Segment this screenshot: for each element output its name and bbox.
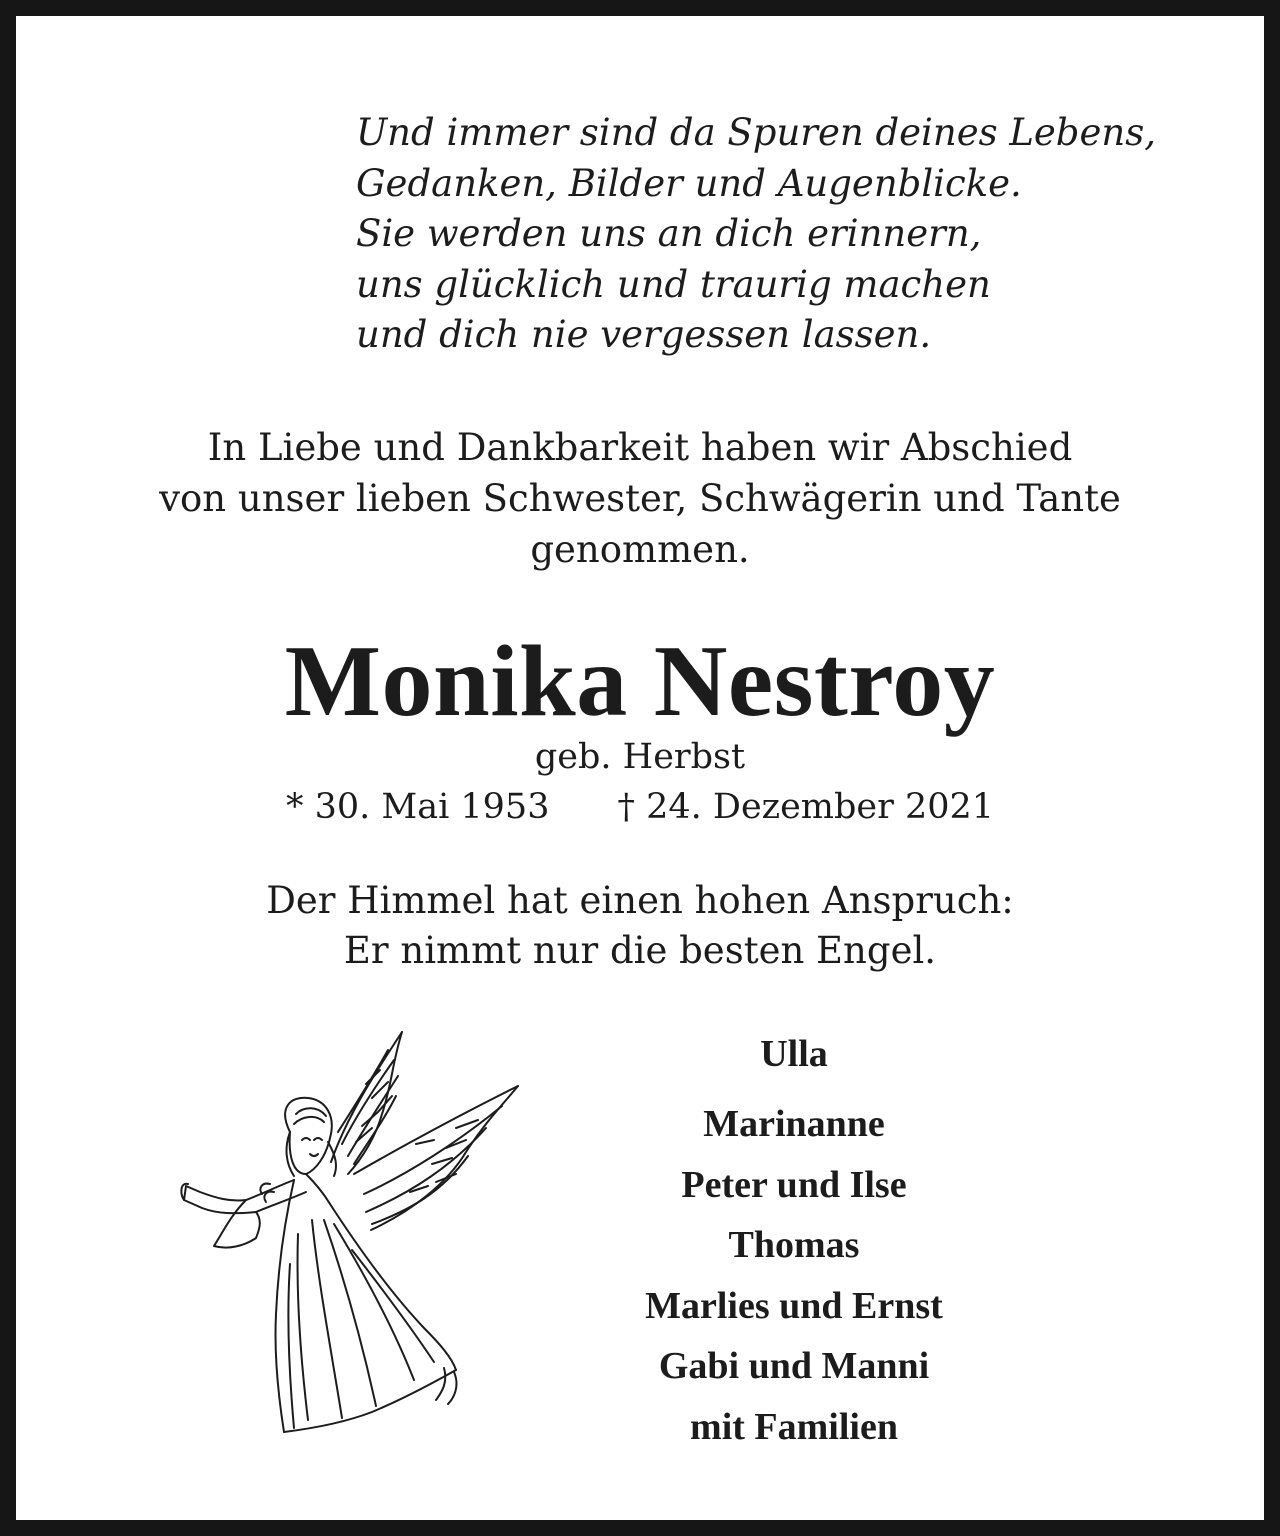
birth-date: * 30. Mai 1953: [285, 787, 550, 827]
farewell-text: [16, 422, 1264, 575]
mourner-item: Marinanne: [703, 1103, 885, 1145]
mourner-item: mit Familien: [690, 1405, 898, 1448]
closing-quote: [16, 876, 1264, 976]
mourner-item: Gabi und Manni: [658, 1345, 930, 1388]
farewell-line: genommen.: [530, 528, 750, 571]
deceased-name: Monika Nestroy: [284, 625, 996, 738]
life-dates: [16, 784, 1264, 830]
mourners-list: [576, 1094, 1012, 1458]
poem-line: uns glücklich und traurig machen: [356, 262, 991, 306]
death-date: † 24. Dezember 2021: [617, 787, 995, 827]
farewell-line: von unser lieben Schwester, Schwägerin und Tante: [159, 477, 1121, 520]
mourner-item: Thomas: [728, 1224, 860, 1267]
quote-line: Der Himmel hat einen hohen Anspruch:: [266, 879, 1014, 922]
poem-line: Gedanken, Bilder und Augenblicke.: [356, 161, 1022, 205]
poem-line: Sie werden uns an dich erinnern,: [356, 212, 982, 255]
poem-verse: [356, 108, 1256, 361]
birth-name: geb. Herbst: [534, 737, 746, 777]
poem-line: Und immer sind da Spuren deines Lebens,: [356, 111, 1156, 154]
farewell-line: In Liebe und Dankbarkeit haben wir Abschied: [207, 426, 1073, 469]
mourner-item: Marlies und Ernst: [645, 1284, 943, 1327]
poem-line: und dich nie vergessen lassen.: [356, 313, 932, 356]
quote-line: Er nimmt nur die besten Engel.: [343, 929, 937, 972]
mourner-first: Ulla: [760, 1033, 828, 1075]
angel-drawing-icon: [166, 1024, 536, 1444]
mourner-item: Peter und Ilse: [681, 1163, 907, 1206]
